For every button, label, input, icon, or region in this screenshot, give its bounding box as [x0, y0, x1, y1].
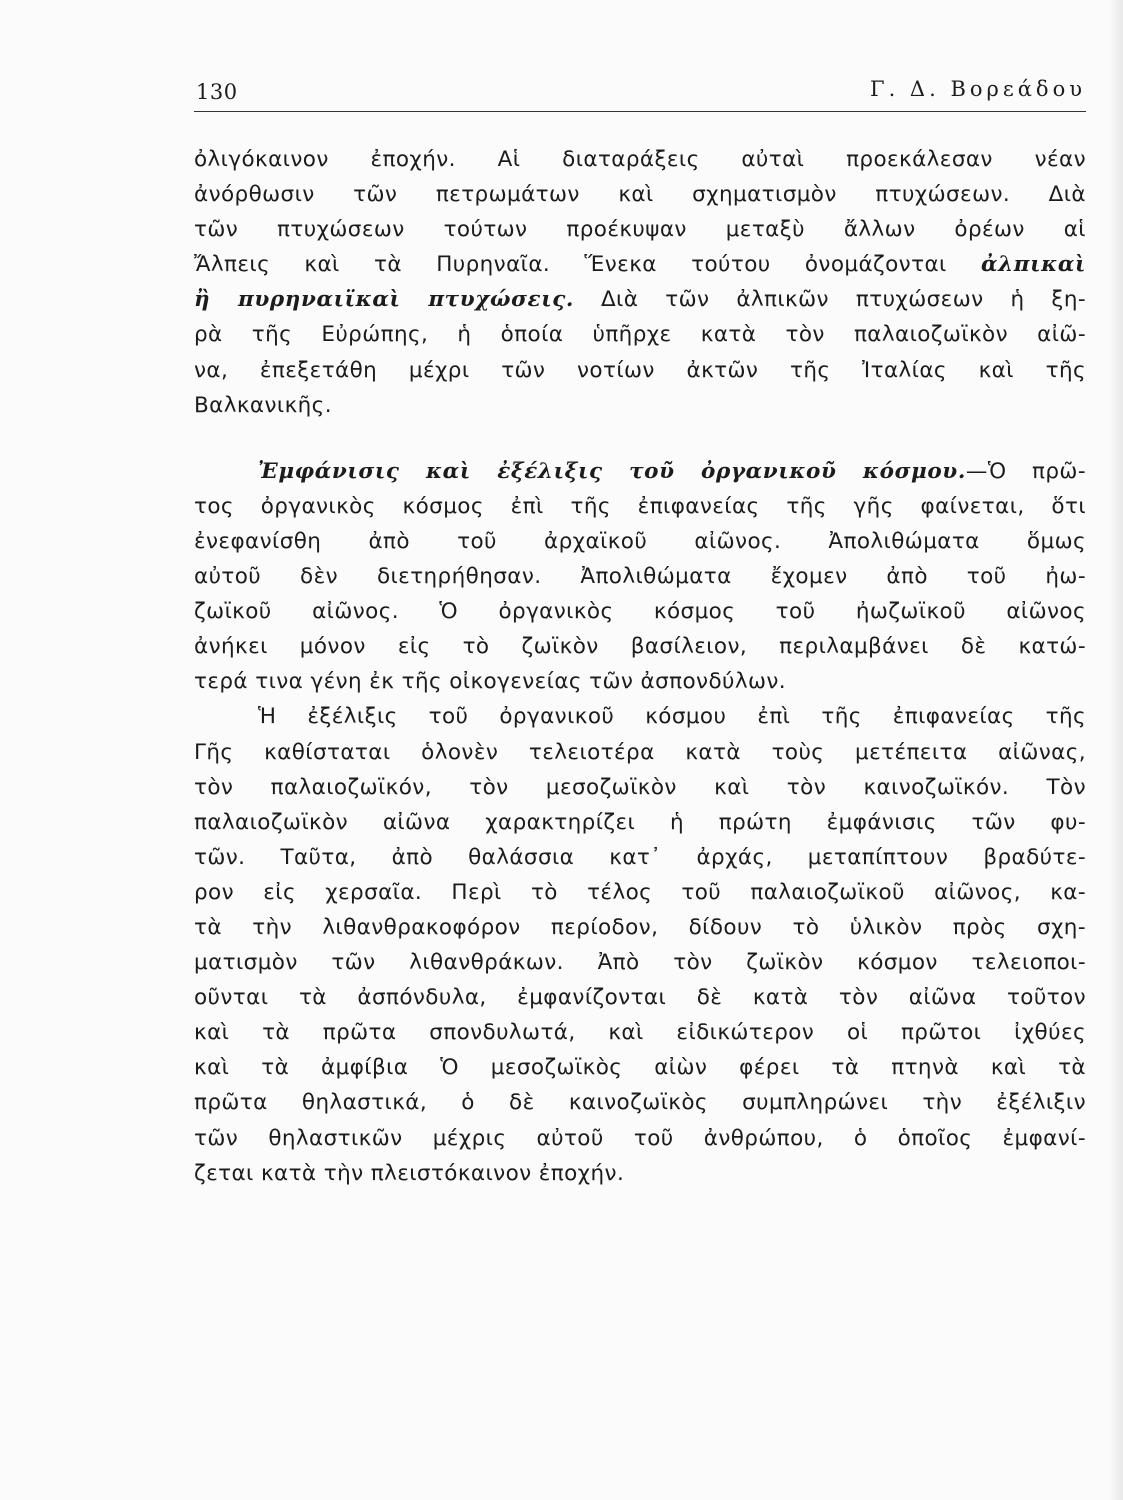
text-line: ἀνήκει μόνον εἰς τὸ ζωϊκὸν βασίλειον, περιλαμβάνει δὲ κατώ- [194, 634, 1086, 660]
text-line: τῶν πτυχώσεων τούτων προέκυψαν μεταξὺ ἄλλων ὀρέων αἱ [194, 217, 1086, 243]
text-line: ἀνόρθωσιν τῶν πετρωμάτων καὶ σχηματισμὸν πτυχώσεων. Διὰ [194, 182, 1086, 208]
section-heading-line [194, 454, 1086, 489]
body-text [194, 142, 1086, 1191]
text-line: να, ἐπεξετάθη μέχρι τῶν νοτίων ἀκτῶν τῆς Ἰταλίας καὶ τῆς [194, 357, 1086, 383]
text-span: Διὰ τῶν ἀλπικῶν πτυχώσεων ἡ ξη- [600, 287, 1086, 313]
text-line: ρὰ τῆς Εὐρώπης, ἡ ὁποία ὑπῆρχε κατὰ τὸν παλαιοζωϊκὸν αἰῶ- [194, 322, 1086, 348]
text-line: τὸν παλαιοζωϊκόν, τὸν μεσοζωϊκὸν καὶ τὸν καινοζωϊκόν. Τὸν [194, 774, 1086, 800]
text-line: τος ὀργανικὸς κόσμος ἐπὶ τῆς ἐπιφανείας τῆς γῆς φαίνεται, ὅτι [194, 493, 1086, 519]
page-header [194, 74, 1088, 108]
running-head-author: Γ. Δ. Βορεάδου [870, 77, 1086, 101]
text-line: ρον εἰς χερσαῖα. Περὶ τὸ τέλος τοῦ παλαιοζωϊκοῦ αἰῶνος, κα- [194, 879, 1086, 905]
section-heading: Ἐμφάνισις καὶ ἐξέλιξις τοῦ ὀργανικοῦ κόσμου. [258, 458, 966, 484]
text-line: οῦνται τὰ ἀσπόνδυλα, ἐμφανίζονται δὲ κατὰ τὸν αἰῶνα τοῦτον [194, 985, 1086, 1011]
header-rule [194, 111, 1086, 112]
text-line: Γῆς καθίσταται ὁλονὲν τελειοτέρα κατὰ τοὺς μετέπειτα αἰῶνας, [194, 739, 1086, 765]
text-line: ζωϊκοῦ αἰῶνος. Ὁ ὀργανικὸς κόσμος τοῦ ἠωζωϊκοῦ αἰῶνος [194, 599, 1086, 625]
text-line: ζεται κατὰ τὴν πλειστόκαινον ἐποχήν. [194, 1160, 625, 1186]
text-line: τερά τινα γένη ἐκ τῆς οἰκογενείας τῶν ἀσπονδύλων. [194, 669, 787, 695]
text-line: ὀλιγόκαινον ἐποχήν. Αἱ διαταράξεις αὐταὶ προεκάλεσαν νέαν [194, 147, 1086, 172]
text-line [194, 282, 1086, 317]
text-line: τὰ τὴν λιθανθρακοφόρον περίοδον, δίδουν τὸ ὑλικὸν πρὸς σχη- [194, 914, 1086, 940]
text-span: Ἄλπεις καὶ τὰ Πυρηναῖα. Ἕνεκα τούτου ὀνομάζονται [194, 252, 947, 278]
page-edge-shadow [1109, 0, 1123, 1500]
text-line: καὶ τὰ ἀμφίβια Ὁ μεσοζωϊκὸς αἰὼν φέρει τὰ πτηνὰ καὶ τὰ [194, 1055, 1086, 1081]
text-line: πρῶτα θηλαστικά, ὁ δὲ καινοζωϊκὸς συμπληρώνει τὴν ἐξέλιξιν [194, 1090, 1086, 1116]
text-line: αὐτοῦ δὲν διετηρήθησαν. Ἀπολιθώματα ἔχομεν ἀπὸ τοῦ ἠω- [194, 564, 1086, 590]
text-line: τῶν. Ταῦτα, ἀπὸ θαλάσσια κατ᾽ ἀρχάς, μεταπίπτουν βραδύτε- [194, 844, 1086, 870]
text-span: —Ὁ πρῶ- [965, 458, 1086, 484]
bold-term: ἀλπικαὶ [980, 252, 1086, 278]
page-number: 130 [196, 80, 238, 104]
text-line: παλαιοζωϊκὸν αἰῶνα χαρακτηρίζει ἡ πρώτη ἐμφάνισις τῶν φυ- [194, 809, 1086, 835]
paragraph-gap [194, 423, 1086, 454]
text-line: ἐνεφανίσθη ἀπὸ τοῦ ἀρχαϊκοῦ αἰῶνος. Ἀπολιθώματα ὅμως [194, 528, 1086, 554]
text-line: ματισμὸν τῶν λιθανθράκων. Ἀπὸ τὸν ζωϊκὸν κόσμον τελειοποι- [194, 950, 1086, 976]
text-line: τῶν θηλαστικῶν μέχρις αὐτοῦ τοῦ ἀνθρώπου, ὁ ὁποῖος ἐμφανί- [194, 1125, 1086, 1151]
bold-term: ἢ πυρηναιϊκαὶ πτυχώσεις. [194, 287, 574, 313]
text-line: καὶ τὰ πρῶτα σπονδυλωτά, καὶ εἰδικώτερον οἱ πρῶτοι ἰχθύες [194, 1020, 1086, 1046]
text-line: Ἡ ἐξέλιξις τοῦ ὀργανικοῦ κόσμου ἐπὶ τῆς ἐπιφανείας τῆς [258, 704, 1086, 730]
text-line: Βαλκανικῆς. [194, 392, 332, 418]
text-line [194, 247, 1086, 282]
